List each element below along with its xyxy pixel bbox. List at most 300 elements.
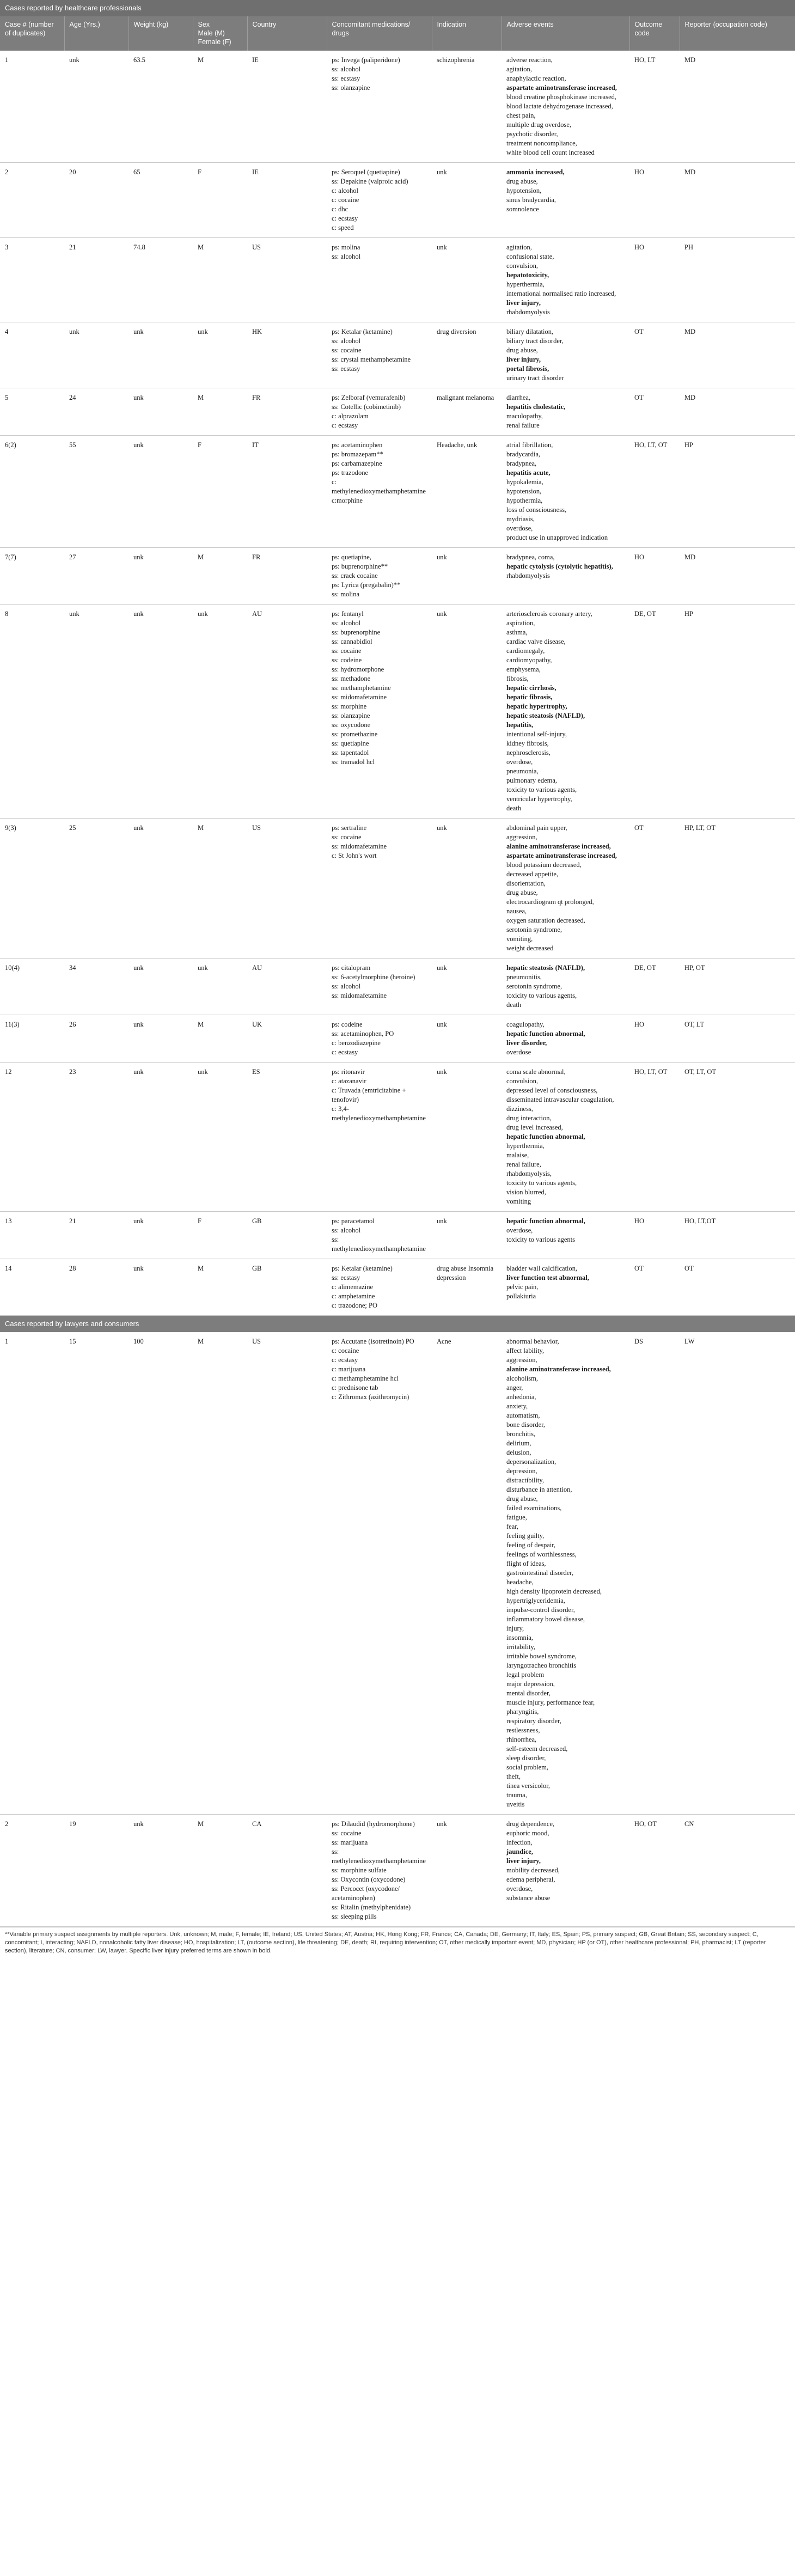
adverse-event: anger, — [506, 1384, 523, 1391]
adverse-event: overdose, — [506, 758, 533, 766]
adverse-event: drug dependence, — [506, 1820, 555, 1828]
adverse-event-liver: jaundice, — [506, 1848, 533, 1855]
medication-item: ss: cocaine — [332, 1829, 362, 1837]
adverse-event: feeling of despair, — [506, 1541, 556, 1549]
adverse-event: ventricular hypertrophy, — [506, 795, 572, 803]
medication-item: c: marijuana — [332, 1365, 366, 1373]
medication-item: ps: Ketalar (ketamine) — [332, 1265, 393, 1272]
table-row — [0, 388, 795, 436]
section-header-hcp — [0, 0, 795, 16]
medications — [327, 548, 432, 605]
adverse-event-liver: alanine aminotransferase increased, — [506, 1365, 611, 1373]
sex: M — [193, 1259, 247, 1316]
weight: unk — [129, 436, 193, 548]
medication-item: c: methamphetamine hcl — [332, 1375, 399, 1382]
adverse-events — [502, 436, 629, 548]
medication-item: ss: midomafetamine — [332, 693, 387, 701]
medications — [327, 819, 432, 959]
adverse-event-liver: hepatotoxicity, — [506, 271, 549, 279]
adverse-event: infection, — [506, 1839, 533, 1846]
medication-item: ps: quetiapine, — [332, 553, 371, 561]
country: GB — [247, 1259, 327, 1316]
medication-item: ss: alcohol — [332, 253, 361, 260]
adverse-event: blood creatine phosphokinase increased, — [506, 93, 617, 101]
outcome-code: DE, OT — [629, 959, 680, 1015]
weight: unk — [129, 605, 193, 819]
adverse-event: death — [506, 804, 522, 812]
sex: M — [193, 51, 247, 163]
section-header-lawyers — [0, 1316, 795, 1333]
adverse-event: blood lactate dehydrogenase increased, — [506, 102, 613, 110]
adverse-event: failed examinations, — [506, 1504, 562, 1512]
country: AU — [247, 605, 327, 819]
medication-item: ss: ecstasy — [332, 1274, 360, 1281]
reporter-code: MD — [680, 51, 795, 163]
adverse-events — [502, 322, 629, 388]
medication-item: c: atazanavir — [332, 1077, 366, 1085]
adverse-event-liver: hepatic hypertrophy, — [506, 703, 567, 710]
adverse-event: mobility decreased, — [506, 1866, 560, 1874]
adverse-event: rhabdomyolysis, — [506, 1170, 552, 1177]
adverse-event: toxicity to various agents, — [506, 1179, 577, 1187]
adverse-events — [502, 1332, 629, 1815]
case-number: 1 — [0, 51, 64, 163]
weight: 74.8 — [129, 238, 193, 322]
case-number: 9(3) — [0, 819, 64, 959]
adverse-event: depression, — [506, 1467, 537, 1475]
medication-item: ss: crystal methamphetamine — [332, 356, 411, 363]
adverse-events — [502, 1259, 629, 1316]
adverse-event-liver: liver injury, — [506, 299, 541, 307]
adverse-event: cardiomegaly, — [506, 647, 545, 655]
adverse-event: pneumonia, — [506, 767, 539, 775]
adverse-event: aggression, — [506, 1356, 537, 1364]
adverse-events — [502, 1063, 629, 1212]
medications — [327, 436, 432, 548]
adverse-event: aspiration, — [506, 619, 535, 627]
adverse-event: substance abuse — [506, 1894, 551, 1902]
case-number: 13 — [0, 1212, 64, 1259]
case-number: 8 — [0, 605, 64, 819]
adverse-events — [502, 819, 629, 959]
col-country: Country — [247, 16, 327, 51]
medication-item: c:morphine — [332, 497, 363, 504]
adverse-event-liver: liver function test abnormal, — [506, 1274, 589, 1281]
medication-item: ss: alcohol — [332, 337, 361, 345]
adverse-event: vomiting — [506, 1198, 531, 1205]
reporter-code: MD — [680, 322, 795, 388]
medication-item: ss: methadone — [332, 675, 371, 682]
medication-item: ps: buprenorphine** — [332, 563, 388, 570]
column-header-row — [0, 16, 795, 51]
adverse-event: serotonin syndrome, — [506, 926, 562, 933]
medications — [327, 51, 432, 163]
col-adverse-events: Adverse events — [502, 16, 629, 51]
medication-item: ss: Oxycontin (oxycodone) — [332, 1876, 406, 1883]
sex: F — [193, 436, 247, 548]
indication: unk — [432, 959, 502, 1015]
medication-item: ss: alcohol — [332, 1226, 361, 1234]
age: 27 — [64, 548, 129, 605]
case-number: 1 — [0, 1332, 64, 1815]
adverse-event-liver: hepatitis cholestatic, — [506, 403, 566, 411]
col-indication: Indication — [432, 16, 502, 51]
country: US — [247, 1332, 327, 1815]
table-row — [0, 819, 795, 959]
weight: unk — [129, 1259, 193, 1316]
medication-item: ps: molina — [332, 243, 360, 251]
adverse-event: toxicity to various agents — [506, 1236, 576, 1243]
medication-item: c: ecstasy — [332, 1048, 358, 1056]
adverse-event: diarrhea, — [506, 394, 531, 401]
outcome-code: OT — [629, 388, 680, 436]
adverse-event: respiratory disorder, — [506, 1717, 561, 1725]
adverse-event-liver: hepatic cytolysis (cytolytic hepatitis), — [506, 563, 613, 570]
col-age: Age (Yrs.) — [64, 16, 129, 51]
sex: M — [193, 238, 247, 322]
medication-item: ss: cocaine — [332, 346, 362, 354]
adverse-event: overdose, — [506, 1885, 533, 1893]
indication: schizophrenia — [432, 51, 502, 163]
outcome-code: OT — [629, 1259, 680, 1316]
sex: F — [193, 163, 247, 238]
medications — [327, 1015, 432, 1063]
indication: malignant melanoma — [432, 388, 502, 436]
adverse-event: pulmonary edema, — [506, 777, 558, 784]
medication-item: ss: oxycodone — [332, 721, 371, 729]
age: 21 — [64, 1212, 129, 1259]
outcome-code: DE, OT — [629, 605, 680, 819]
country: UK — [247, 1015, 327, 1063]
adverse-event: drug abuse, — [506, 889, 538, 896]
medication-item: c: St John's wort — [332, 852, 377, 859]
medication-item: c: Zithromax (azithromycin) — [332, 1393, 409, 1401]
medication-item: ss: quetiapine — [332, 740, 369, 747]
medication-item: ss: sleeping pills — [332, 1913, 377, 1920]
adverse-event: bone disorder, — [506, 1421, 546, 1429]
adverse-event: injury, — [506, 1625, 524, 1632]
weight: unk — [129, 819, 193, 959]
adverse-event: hypertriglyceridemia, — [506, 1597, 565, 1604]
medication-item: ss: tramadol hcl — [332, 758, 375, 766]
medication-item: ss: promethazine — [332, 730, 378, 738]
weight: 65 — [129, 163, 193, 238]
col-sex: Sex Male (M) Female (F) — [193, 16, 247, 51]
adverse-event: inflammatory bowel disease, — [506, 1615, 585, 1623]
medications — [327, 238, 432, 322]
outcome-code: HO, LT, OT — [629, 1063, 680, 1212]
adverse-event: irritable bowel syndrome, — [506, 1652, 577, 1660]
indication: unk — [432, 1015, 502, 1063]
medication-item: ss: codeine — [332, 656, 362, 664]
adverse-event: pelvic pain, — [506, 1283, 539, 1291]
adverse-event: vomiting, — [506, 935, 533, 943]
adverse-event: hypothermia, — [506, 497, 543, 504]
medication-item: c: alimemazine — [332, 1283, 374, 1291]
medication-item: ss: Depakine (valproic acid) — [332, 178, 408, 185]
adverse-event: psychotic disorder, — [506, 130, 558, 138]
adverse-event: depressed level of consciousness, — [506, 1086, 598, 1094]
adverse-event: muscle injury, performance fear, — [506, 1699, 595, 1706]
indication: unk — [432, 819, 502, 959]
adverse-event: affect lability, — [506, 1347, 545, 1354]
age: 23 — [64, 1063, 129, 1212]
adverse-event: legal problem — [506, 1671, 545, 1678]
medication-item: c: amphetamine — [332, 1292, 375, 1300]
medication-item: c: ecstasy — [332, 422, 358, 429]
reporter-code: MD — [680, 548, 795, 605]
sex: unk — [193, 322, 247, 388]
medication-item: ss: Ritalin (methylphenidate) — [332, 1903, 411, 1911]
adverse-event: oxygen saturation decreased, — [506, 917, 585, 924]
medication-item: c: 3,4-methylenedioxymethamphetamine — [332, 1105, 426, 1122]
adverse-event-liver: hepatic function abnormal, — [506, 1133, 585, 1140]
medication-item: c: cocaine — [332, 1347, 359, 1354]
weight: 100 — [129, 1332, 193, 1815]
indication: unk — [432, 163, 502, 238]
adverse-event: bradypnea, — [506, 460, 537, 467]
outcome-code: HO — [629, 1015, 680, 1063]
medication-item: c: ecstasy — [332, 1356, 358, 1364]
outcome-code: OT — [629, 819, 680, 959]
adverse-event-liver: hepatic function abnormal, — [506, 1217, 585, 1225]
adverse-event: drug abuse, — [506, 1495, 538, 1503]
case-number: 11(3) — [0, 1015, 64, 1063]
country: US — [247, 819, 327, 959]
adverse-event: intentional self-injury, — [506, 730, 567, 738]
medication-item: ps: paracetamol — [332, 1217, 375, 1225]
adverse-event: euphoric mood, — [506, 1829, 549, 1837]
indication: drug diversion — [432, 322, 502, 388]
col-outcome: Outcome code — [629, 16, 680, 51]
medication-item: ps: citalopram — [332, 964, 371, 972]
adverse-event: bradypnea, coma, — [506, 553, 555, 561]
adverse-event-liver: hepatitis, — [506, 721, 533, 729]
adverse-event-liver: hepatic fibrosis, — [506, 693, 553, 701]
adverse-event: cardiac valve disease, — [506, 638, 566, 645]
medications — [327, 322, 432, 388]
adverse-event: hypokalemia, — [506, 478, 543, 486]
reporter-code: OT — [680, 1259, 795, 1316]
sex: unk — [193, 605, 247, 819]
adverse-events — [502, 163, 629, 238]
medication-item: ps: ritonavir — [332, 1068, 365, 1076]
adverse-event: toxicity to various agents, — [506, 992, 577, 999]
adverse-event: multiple drug overdose, — [506, 121, 572, 129]
table-row — [0, 238, 795, 322]
adverse-events — [502, 1212, 629, 1259]
adverse-event: impulse-control disorder, — [506, 1606, 575, 1614]
adverse-event: emphysema, — [506, 666, 541, 673]
adverse-event: overdose, — [506, 1226, 533, 1234]
table-row — [0, 1015, 795, 1063]
adverse-event: distractibility, — [506, 1476, 544, 1484]
outcome-code: HO — [629, 238, 680, 322]
medication-item: ps: carbamazepine — [332, 460, 382, 467]
table-row — [0, 163, 795, 238]
medication-item: ps: sertraline — [332, 824, 367, 832]
medication-item: ss: molina — [332, 590, 360, 598]
indication: Headache, unk — [432, 436, 502, 548]
medication-item: c: alcohol — [332, 187, 358, 194]
adverse-event: anaphylactic reaction, — [506, 75, 566, 82]
outcome-code: HO — [629, 548, 680, 605]
adverse-event: confusional state, — [506, 253, 554, 260]
medication-item: ps: Lyrica (pregabalin)** — [332, 581, 401, 589]
sex: M — [193, 1815, 247, 1927]
case-number: 4 — [0, 322, 64, 388]
adverse-event: treatment noncompliance, — [506, 139, 577, 147]
medication-item: ss: alcohol — [332, 65, 361, 73]
indication: unk — [432, 238, 502, 322]
adverse-event: high density lipoprotein decreased, — [506, 1588, 602, 1595]
medication-item: ss: tapentadol — [332, 749, 369, 756]
adverse-event: agitation, — [506, 65, 532, 73]
adverse-event: drug abuse, — [506, 178, 538, 185]
outcome-code: HO, OT — [629, 1815, 680, 1927]
adverse-event: theft, — [506, 1773, 521, 1780]
adverse-event: hypotension, — [506, 187, 542, 194]
adverse-event: automatism, — [506, 1412, 540, 1419]
age: 24 — [64, 388, 129, 436]
adverse-event: bladder wall calcification, — [506, 1265, 578, 1272]
table-row — [0, 548, 795, 605]
adverse-event: bradycardia, — [506, 450, 541, 458]
reporter-code: CN — [680, 1815, 795, 1927]
adverse-event: loss of consciousness, — [506, 506, 567, 514]
table-row — [0, 605, 795, 819]
adverse-event-liver: liver injury, — [506, 1857, 541, 1865]
adverse-event: dizziness, — [506, 1105, 533, 1113]
adverse-event: self-esteem decreased, — [506, 1745, 568, 1753]
adverse-event-liver: ammonia increased, — [506, 168, 565, 176]
medication-item: ss: cocaine — [332, 647, 362, 655]
country: CA — [247, 1815, 327, 1927]
adverse-event: feelings of worthlessness, — [506, 1551, 577, 1558]
medication-item: c: alprazolam — [332, 412, 369, 420]
adverse-event: mydriasis, — [506, 515, 535, 523]
medication-item: ss: alcohol — [332, 619, 361, 627]
medication-item: ps: Accutane (isotretinoin) PO — [332, 1338, 414, 1345]
adverse-event-liver: hepatic function abnormal, — [506, 1030, 585, 1037]
adverse-event: kidney fibrosis, — [506, 740, 549, 747]
case-number: 7(7) — [0, 548, 64, 605]
medication-item: ss: olanzapine — [332, 712, 370, 719]
medication-item: ss: ecstasy — [332, 75, 360, 82]
medication-item: ss: midomafetamine — [332, 843, 387, 850]
country: IE — [247, 51, 327, 163]
adverse-event: death — [506, 1001, 522, 1009]
sex: M — [193, 819, 247, 959]
medication-item: ss: methamphetamine — [332, 684, 391, 692]
adverse-event: fibrosis, — [506, 675, 529, 682]
hcp-cases-body — [0, 51, 795, 1316]
age: 19 — [64, 1815, 129, 1927]
adverse-event: atrial fibrillation, — [506, 441, 553, 449]
adverse-events — [502, 388, 629, 436]
sex: M — [193, 1015, 247, 1063]
adverse-event: sinus bradycardia, — [506, 196, 556, 204]
adverse-event: aggression, — [506, 833, 537, 841]
medication-item: ss: cocaine — [332, 833, 362, 841]
outcome-code: HO — [629, 1212, 680, 1259]
reporter-code: HP — [680, 436, 795, 548]
table-row — [0, 436, 795, 548]
medications — [327, 1212, 432, 1259]
medication-item: ss: buprenorphine — [332, 628, 381, 636]
adverse-event: nausea, — [506, 907, 527, 915]
medication-item: ps: fentanyl — [332, 610, 364, 618]
indication: unk — [432, 605, 502, 819]
medication-item: ps: Invega (paliperidone) — [332, 56, 400, 64]
table-row — [0, 322, 795, 388]
country: FR — [247, 548, 327, 605]
adverse-event: laryngotracheo bronchitis — [506, 1662, 577, 1669]
section-title: Cases reported by healthcare professionals — [0, 0, 795, 16]
medications — [327, 163, 432, 238]
adverse-events — [502, 959, 629, 1015]
reporter-code: MD — [680, 388, 795, 436]
reporter-code: MD — [680, 163, 795, 238]
age: 25 — [64, 819, 129, 959]
adverse-event: decreased appetite, — [506, 870, 559, 878]
outcome-code: HO, LT, OT — [629, 436, 680, 548]
case-number: 2 — [0, 163, 64, 238]
weight: unk — [129, 1212, 193, 1259]
medication-item: ss: olanzapine — [332, 84, 370, 91]
medications — [327, 388, 432, 436]
adverse-event: overdose, — [506, 524, 533, 532]
adverse-events — [502, 548, 629, 605]
adverse-event: depersonalization, — [506, 1458, 556, 1466]
adverse-event: arteriosclerosis coronary artery, — [506, 610, 592, 618]
country: ES — [247, 1063, 327, 1212]
adverse-event: gastrointestinal disorder, — [506, 1569, 574, 1577]
medication-item: ps: codeine — [332, 1021, 363, 1028]
medication-item: ps: Dilaudid (hydromorphone) — [332, 1820, 415, 1828]
reporter-code: PH — [680, 238, 795, 322]
adverse-event: adverse reaction, — [506, 56, 553, 64]
medication-item: c: benzodiazepine — [332, 1039, 381, 1047]
adverse-event: fear, — [506, 1523, 519, 1530]
adverse-event: irritability, — [506, 1643, 535, 1651]
reporter-code: OT, LT, OT — [680, 1063, 795, 1212]
case-number: 2 — [0, 1815, 64, 1927]
adverse-event: social problem, — [506, 1763, 549, 1771]
age: 34 — [64, 959, 129, 1015]
adverse-event: hypotension, — [506, 487, 542, 495]
sex: M — [193, 1332, 247, 1815]
medication-item: ss: 6-acetylmorphine (heroine) — [332, 973, 415, 981]
adverse-event: alcoholism, — [506, 1375, 538, 1382]
medication-item: ss: acetaminophen, PO — [332, 1030, 394, 1037]
weight: unk — [129, 1063, 193, 1212]
adverse-event-liver: liver disorder, — [506, 1039, 547, 1047]
reporter-code: HP — [680, 605, 795, 819]
adverse-event: disseminated intravascular coagulation, — [506, 1096, 614, 1103]
country: GB — [247, 1212, 327, 1259]
sex: M — [193, 548, 247, 605]
medications — [327, 1259, 432, 1316]
adverse-events — [502, 1015, 629, 1063]
medication-item: c: methylenedioxymethamphetamine — [332, 478, 426, 495]
medication-item: ps: acetaminophen — [332, 441, 383, 449]
medications — [327, 1063, 432, 1212]
adverse-event: flight of ideas, — [506, 1560, 546, 1567]
adverse-event: rhabdomyolysis — [506, 572, 550, 579]
age: unk — [64, 605, 129, 819]
medication-item: c: prednisone tab — [332, 1384, 378, 1391]
